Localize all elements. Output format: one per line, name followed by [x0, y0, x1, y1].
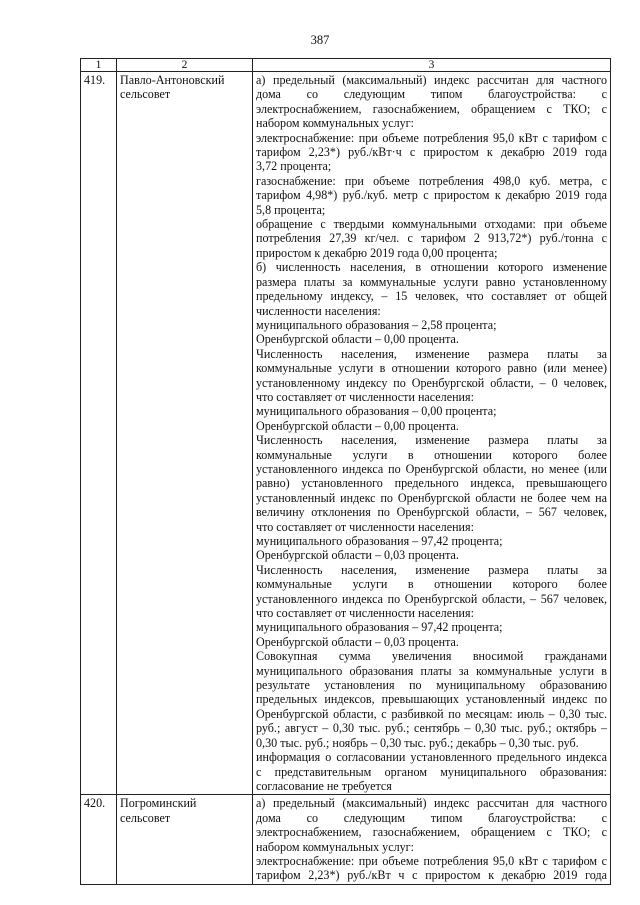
municipality-name: [117, 72, 253, 795]
content-line: электроснабжением, газоснабжением, обращением с ТКО; с: [256, 825, 607, 840]
content-line: установленного индекса по Оренбургской области, – 567 человек,: [256, 591, 607, 606]
column-header-content: 3: [253, 59, 611, 72]
content-line: руб.; август – 0,30 тыс. руб.; сентябрь – 0,30 тыс. руб.; октябрь –: [256, 721, 607, 736]
content-line: муниципального образования – 97,42 процента;: [256, 620, 503, 635]
row-number: 419.: [81, 72, 117, 795]
content-line: электроснабжение: при объеме потребления 95,0 кВт с тарифом с: [256, 130, 607, 145]
content-line: коммунальные услуги в отношении которого равно (или менее): [256, 361, 607, 376]
content-line: Оренбургской области – 0,03 процента.: [256, 548, 459, 563]
table-header-row: [81, 59, 611, 72]
content-line: коммунальные услуги в отношении которого более: [256, 577, 607, 592]
content-line: что составляет от численности населения:: [256, 519, 474, 534]
content-line: потребления 27,39 кг/чел. с тарифом 2 913,72*) руб./тонна с: [256, 231, 607, 246]
content-line: 3,72 процента;: [256, 159, 332, 174]
content-line: тарифом 2,23*) руб./кВт ч с приростом к декабрю 2019 года: [256, 868, 607, 883]
content-line: согласование не требуется: [256, 778, 392, 793]
content-line: набором коммунальных услуг:: [256, 839, 414, 854]
content-line: муниципального образования – 2,58 процента;: [256, 317, 497, 332]
municipality-name-line: сельсовет: [120, 810, 171, 825]
content-line: муниципального образования – 97,42 процента;: [256, 534, 503, 548]
content-line: муниципального образования платы за коммунальные услуги в: [256, 663, 607, 678]
content-line: Оренбургской области – 0,03 процента.: [256, 634, 459, 649]
content-line: Численность населения, изменение размера платы за: [256, 562, 607, 577]
content-line: равно) установленного предельного индекса, превышающего: [256, 476, 607, 491]
content-line: коммунальные услуги в отношении которого более: [256, 447, 607, 462]
content-line: а) предельный (максимальный) индекс рассчитан для частного: [256, 796, 607, 811]
content-line: Оренбургской области, с разбивкой по месяцам: июль – 0,30 тыс.: [256, 706, 607, 721]
municipality-name-line: Погроминский: [120, 796, 197, 811]
column-header-number: 1: [81, 59, 117, 72]
content-line: установленный индекс по Оренбургской области не более чем на: [256, 490, 607, 505]
page-number: 387: [310, 33, 330, 47]
content-line: установленному индексу по Оренбургской области, – 0 человек,: [256, 375, 607, 390]
content-line: газоснабжение: при объеме потребления 498,0 куб. метра, с: [256, 173, 607, 188]
content-line: результате установления по муниципальному образованию: [256, 678, 607, 693]
content-line: 0,30 тыс. руб.; ноябрь – 0,30 тыс. руб.; декабрь – 0,30 тыс. руб.: [256, 735, 579, 750]
content-line: 5,8 процента;: [256, 202, 326, 217]
content-line: предельному индексу, – 15 человек, что составляет от общей: [256, 289, 607, 304]
municipality-name-line: сельсовет: [120, 87, 171, 102]
content-line: тарифом 4,98*) руб./куб. метр с приростом к декабрю 2019 года: [256, 188, 607, 203]
content-line: приростом к декабрю 2019 года 0,00 процента;: [256, 245, 498, 260]
content-line: размера платы за коммунальные услуги равно установленному: [256, 274, 607, 289]
content-line: муниципального образования – 0,00 процента;: [256, 404, 497, 419]
row-content: [253, 795, 611, 884]
document-table: [80, 58, 611, 885]
content-line: обращение с твердыми коммунальными отходами: при объеме: [256, 217, 607, 232]
content-line: Численность населения, изменение размера платы за: [256, 346, 607, 361]
content-line: Совокупная сумма увеличения вносимой гражданами: [256, 649, 607, 664]
row-content: [253, 72, 611, 795]
content-line: величину отклонения по Оренбургской области, – 567 человек,: [256, 505, 607, 520]
content-line: электроснабжение: при объеме потребления 95,0 кВт с тарифом с: [256, 853, 607, 868]
municipality-name: [117, 795, 253, 884]
content-line: электроснабжением, газоснабжением, обращением с ТКО; с: [256, 101, 607, 116]
content-line: предельных индексов, превышающих установленный индекс по: [256, 692, 607, 707]
content-line: что составляет от численности населения:: [256, 389, 474, 404]
row-number: 420.: [81, 795, 117, 884]
content-line: Оренбургской области – 0,00 процента.: [256, 332, 459, 347]
table-row: [81, 795, 611, 884]
column-header-name: 2: [117, 59, 253, 72]
content-line: а) предельный (максимальный) индекс рассчитан для частного: [256, 73, 607, 87]
content-line: тарифом 2,23*) руб./кВт·ч с приростом к декабрю 2019 года: [256, 145, 607, 160]
content-line: Численность населения, изменение размера платы за: [256, 433, 607, 448]
content-line: б) численность населения, в отношении которого изменение: [256, 260, 607, 275]
content-line: информация о согласовании установленного предельного индекса: [256, 750, 607, 765]
content-line: дома со следующим типом благоустройства: с: [256, 810, 607, 825]
content-line: Оренбургской области – 0,00 процента.: [256, 418, 459, 433]
municipality-name-line: Павло-Антоновский: [120, 73, 225, 87]
content-line: набором коммунальных услуг:: [256, 116, 414, 131]
table-row: [81, 72, 611, 795]
content-line: установленного индекса по Оренбургской области, но менее (или: [256, 461, 607, 476]
content-line: дома со следующим типом благоустройства: с: [256, 87, 607, 102]
content-line: что составляет от численности населения:: [256, 606, 474, 621]
content-line: с представительным органом муниципального образования:: [256, 764, 607, 779]
content-line: численности населения:: [256, 303, 381, 318]
